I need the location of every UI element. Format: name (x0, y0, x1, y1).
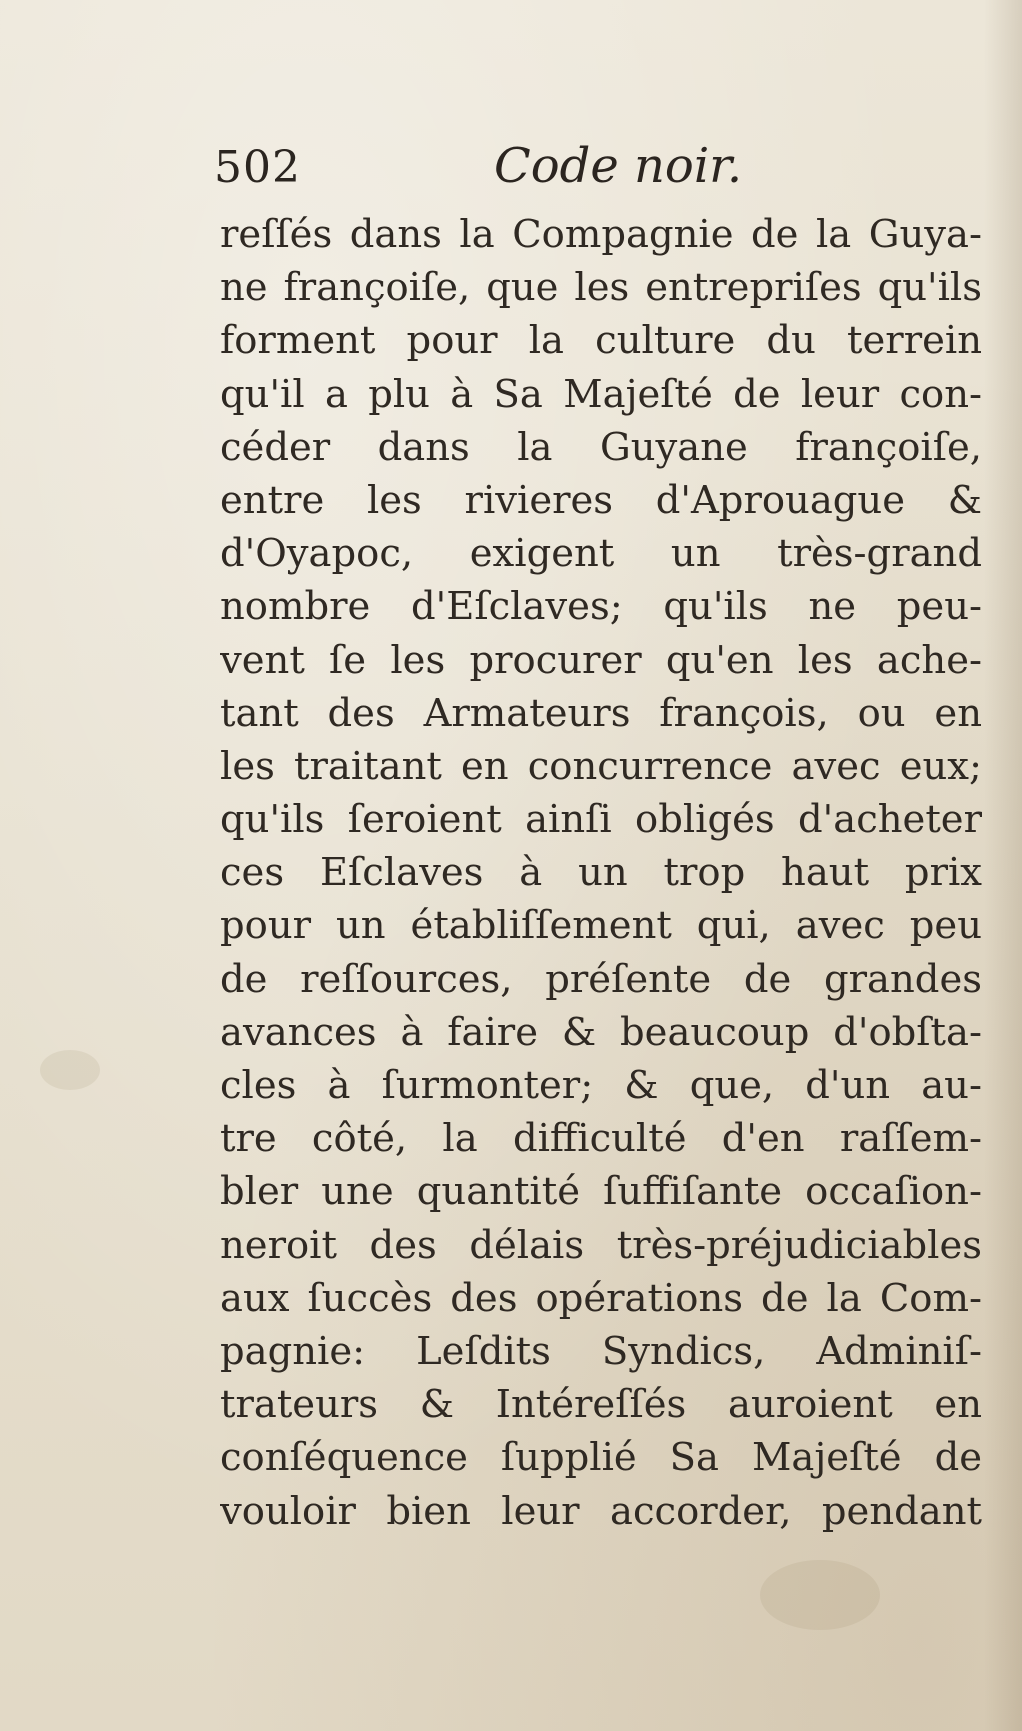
text-line: pour un établiſſement qui, avec peu (220, 903, 982, 949)
text-line: forment pour la culture du terrein (220, 318, 982, 364)
text-line: cles à ſurmonter; & que, d'un au- (220, 1063, 982, 1108)
running-title: Code noir. (494, 138, 743, 194)
text-line: les traitant en concurrence avec eux; (220, 743, 982, 789)
text-line: vouloir bien leur accorder, pendant (220, 1488, 982, 1534)
text-line: aux ſuccès des opérations de la Com- (220, 1275, 982, 1321)
page-edge-shadow (984, 0, 1022, 1731)
text-line: pagnie: Leſdits Syndics, Adminiſ- (220, 1328, 982, 1374)
text-line: ces Eſclaves à un trop haut prix (220, 850, 982, 896)
text-line: vent ſe les procurer qu'en les ache- (220, 637, 982, 683)
page-header (214, 138, 974, 202)
text-line: qu'ils ſeroient ainſi obligés d'acheter (220, 797, 982, 843)
text-line: avances à faire & beaucoup d'obſta- (220, 1009, 982, 1055)
paper-stain (760, 1560, 880, 1630)
text-line: ne françoiſe, que les entrepriſes qu'ils (220, 265, 982, 311)
text-line: conſéquence ſupplié Sa Majeſté de (220, 1435, 982, 1481)
text-line: céder dans la Guyane françoiſe, (220, 424, 982, 470)
text-line: qu'il a plu à Sa Majeſté de leur con- (220, 371, 982, 417)
text-line: tre côté, la difficulté d'en raſſem- (220, 1116, 982, 1162)
text-line: nombre d'Eſclaves; qu'ils ne peu- (220, 584, 982, 630)
text-line: entre les rivieres d'Aprouague & (220, 477, 982, 523)
body-text (220, 208, 982, 1538)
page-number: 502 (214, 142, 301, 193)
text-line: tant des Armateurs françois, ou en (220, 690, 982, 736)
text-line: trateurs & Intéreſſés auroient en (220, 1382, 982, 1428)
text-line: neroit des délais très-préjudiciables (220, 1222, 982, 1268)
text-line: reſſés dans la Compagnie de la Guya- (220, 212, 982, 257)
text-line: de reſſources, préſente de grandes (220, 956, 982, 1002)
text-line: d'Oyapoc, exigent un très-grand (220, 531, 982, 577)
paper-stain (40, 1050, 100, 1090)
text-line: bler une quantité ſuffiſante occaſion- (220, 1169, 982, 1215)
